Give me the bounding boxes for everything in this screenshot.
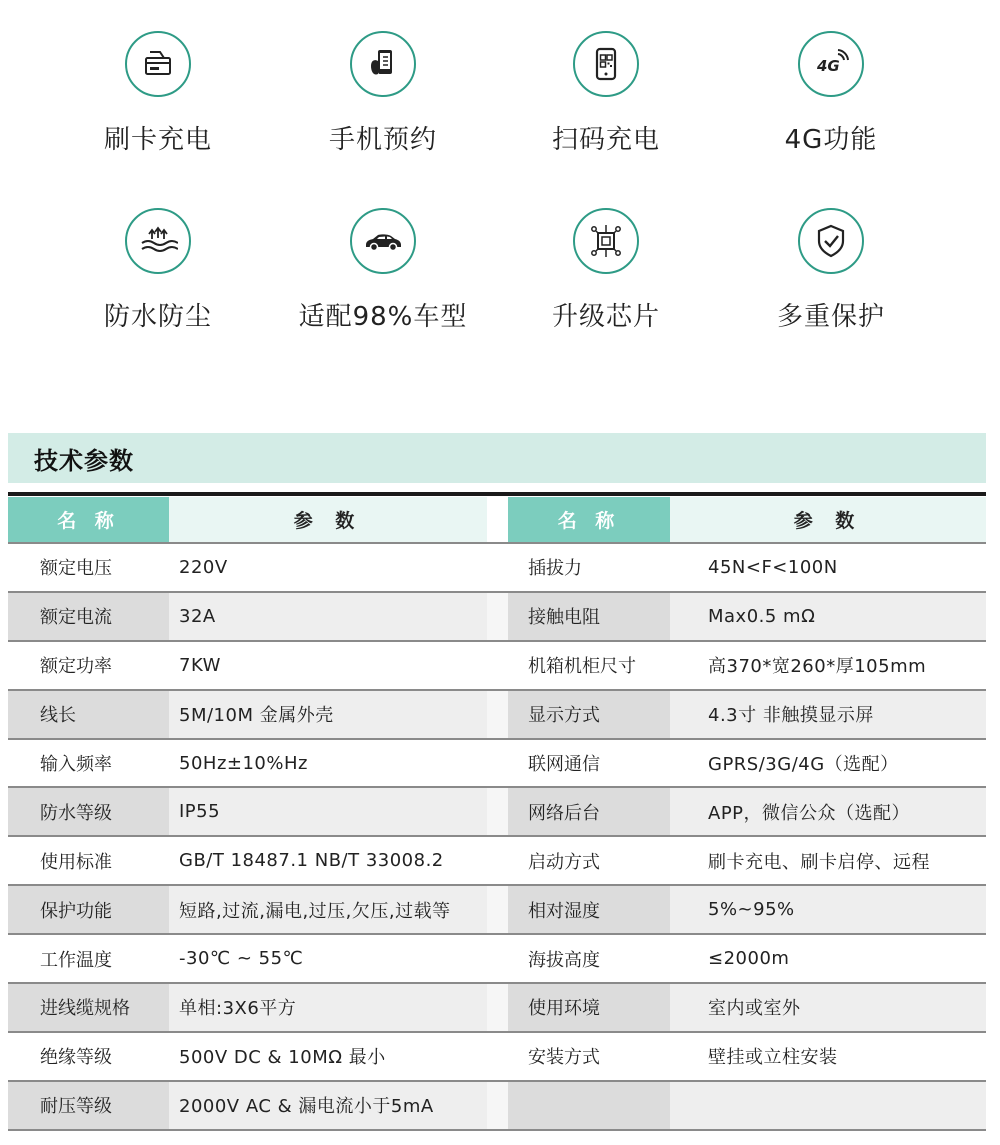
chip-icon — [573, 208, 639, 274]
4g-icon — [798, 31, 864, 97]
feature-label: 4G功能 — [784, 125, 878, 155]
spec-value: 5M/10M 金属外壳 — [169, 691, 487, 738]
feature-scan-charge — [496, 31, 716, 156]
spec-value: 壁挂或立柱安装 — [708, 1047, 838, 1069]
table-row — [8, 1033, 986, 1082]
spec-value — [670, 1082, 986, 1129]
table-row — [8, 984, 986, 1033]
spec-name: 使用标准 — [40, 851, 112, 873]
feature-card-swipe — [48, 31, 268, 156]
table-header-row — [8, 497, 986, 544]
spec-value: 高370*宽260*厚105mm — [708, 656, 927, 678]
water-icon — [125, 208, 191, 274]
section-title: 技术参数 — [34, 446, 134, 475]
spec-value: ≤2000m — [708, 948, 790, 970]
feature-4g — [721, 31, 941, 156]
table-row — [8, 837, 986, 886]
spec-value: 短路,过流,漏电,过压,欠压,过载等 — [169, 886, 487, 933]
spec-value: GB/T 18487.1 NB/T 33008.2 — [179, 850, 444, 872]
shield-check-icon — [798, 208, 864, 274]
feature-label: 防水防尘 — [103, 302, 212, 332]
spec-name: 接触电阻 — [508, 593, 670, 640]
car-icon — [350, 208, 416, 274]
feature-waterproof — [48, 208, 268, 333]
svg-text:4G: 4G — [817, 57, 840, 75]
spec-name: 额定功率 — [40, 656, 112, 678]
spec-name: 保护功能 — [8, 886, 169, 933]
table-row — [8, 935, 986, 984]
spec-value: APP，微信公众（选配） — [670, 788, 986, 835]
spec-value: 7KW — [179, 654, 221, 676]
section-header — [8, 433, 986, 483]
header-param-right: 参 数 — [670, 497, 986, 542]
spec-value: 4.3寸 非触摸显示屏 — [670, 691, 986, 738]
feature-phone-booking — [273, 31, 493, 156]
spec-name: 机箱机柜尺寸 — [528, 656, 636, 678]
spec-value: 单相:3X6平方 — [169, 984, 487, 1031]
header-name-left: 名 称 — [8, 497, 169, 542]
table-row — [8, 544, 986, 593]
spec-value: 5%~95% — [670, 886, 986, 933]
feature-chip-upgrade — [496, 208, 716, 333]
table-row — [8, 886, 986, 935]
spec-name: 网络后台 — [508, 788, 670, 835]
spec-value: IP55 — [169, 788, 487, 835]
spec-name: 使用环境 — [508, 984, 670, 1031]
spec-name: 绝缘等级 — [40, 1047, 112, 1069]
spec-value: GPRS/3G/4G（选配） — [708, 754, 899, 775]
feature-protection — [721, 208, 941, 333]
table-row — [8, 788, 986, 837]
feature-car-compat — [273, 208, 493, 333]
feature-label: 手机预约 — [328, 125, 437, 155]
divider — [8, 492, 986, 496]
table-row — [8, 642, 986, 691]
header-param-left: 参 数 — [169, 497, 487, 542]
feature-label: 多重保护 — [776, 302, 885, 332]
table-row — [8, 1082, 986, 1131]
spec-value: 45N<F<100N — [708, 556, 838, 578]
header-name-right: 名 称 — [508, 497, 670, 542]
spec-value: 2000V AC & 漏电流小于5mA — [169, 1082, 487, 1129]
feature-label: 升级芯片 — [551, 302, 660, 332]
spec-value: 室内或室外 — [670, 984, 986, 1031]
spec-value: 220V — [179, 556, 228, 578]
qr-phone-icon — [573, 31, 639, 97]
spec-value: -30℃ ~ 55℃ — [179, 948, 304, 970]
spec-name: 海拔高度 — [528, 949, 600, 971]
spec-value: 32A — [169, 593, 487, 640]
spec-name: 启动方式 — [528, 851, 600, 873]
spec-name: 安装方式 — [528, 1047, 600, 1069]
spec-name: 工作温度 — [40, 949, 112, 971]
table-row — [8, 593, 986, 642]
spec-name: 联网通信 — [528, 754, 600, 775]
spec-value: 500V DC & 10MΩ 最小 — [179, 1047, 386, 1069]
phone-hand-icon — [350, 31, 416, 97]
spec-table — [8, 497, 986, 1131]
feature-label: 适配98%车型 — [298, 302, 468, 332]
spec-name: 显示方式 — [508, 691, 670, 738]
spec-name: 额定电流 — [8, 593, 169, 640]
feature-label: 扫码充电 — [551, 125, 660, 155]
spec-name: 额定电压 — [40, 558, 112, 580]
spec-value: Max0.5 mΩ — [670, 593, 986, 640]
spec-name: 线长 — [8, 691, 169, 738]
spec-name: 进线缆规格 — [8, 984, 169, 1031]
spec-name — [508, 1082, 670, 1129]
spec-name: 输入频率 — [40, 754, 112, 775]
spec-value: 50Hz±10%Hz — [179, 752, 308, 774]
spec-name: 耐压等级 — [8, 1082, 169, 1129]
card-icon — [125, 31, 191, 97]
spec-name: 防水等级 — [8, 788, 169, 835]
table-row — [8, 740, 986, 789]
feature-grid — [0, 0, 1000, 400]
table-row — [8, 691, 986, 740]
spec-value: 刷卡充电、刷卡启停、远程 — [708, 851, 930, 873]
spec-name: 相对湿度 — [508, 886, 670, 933]
feature-label: 刷卡充电 — [103, 125, 212, 155]
spec-name: 插拔力 — [528, 558, 582, 580]
